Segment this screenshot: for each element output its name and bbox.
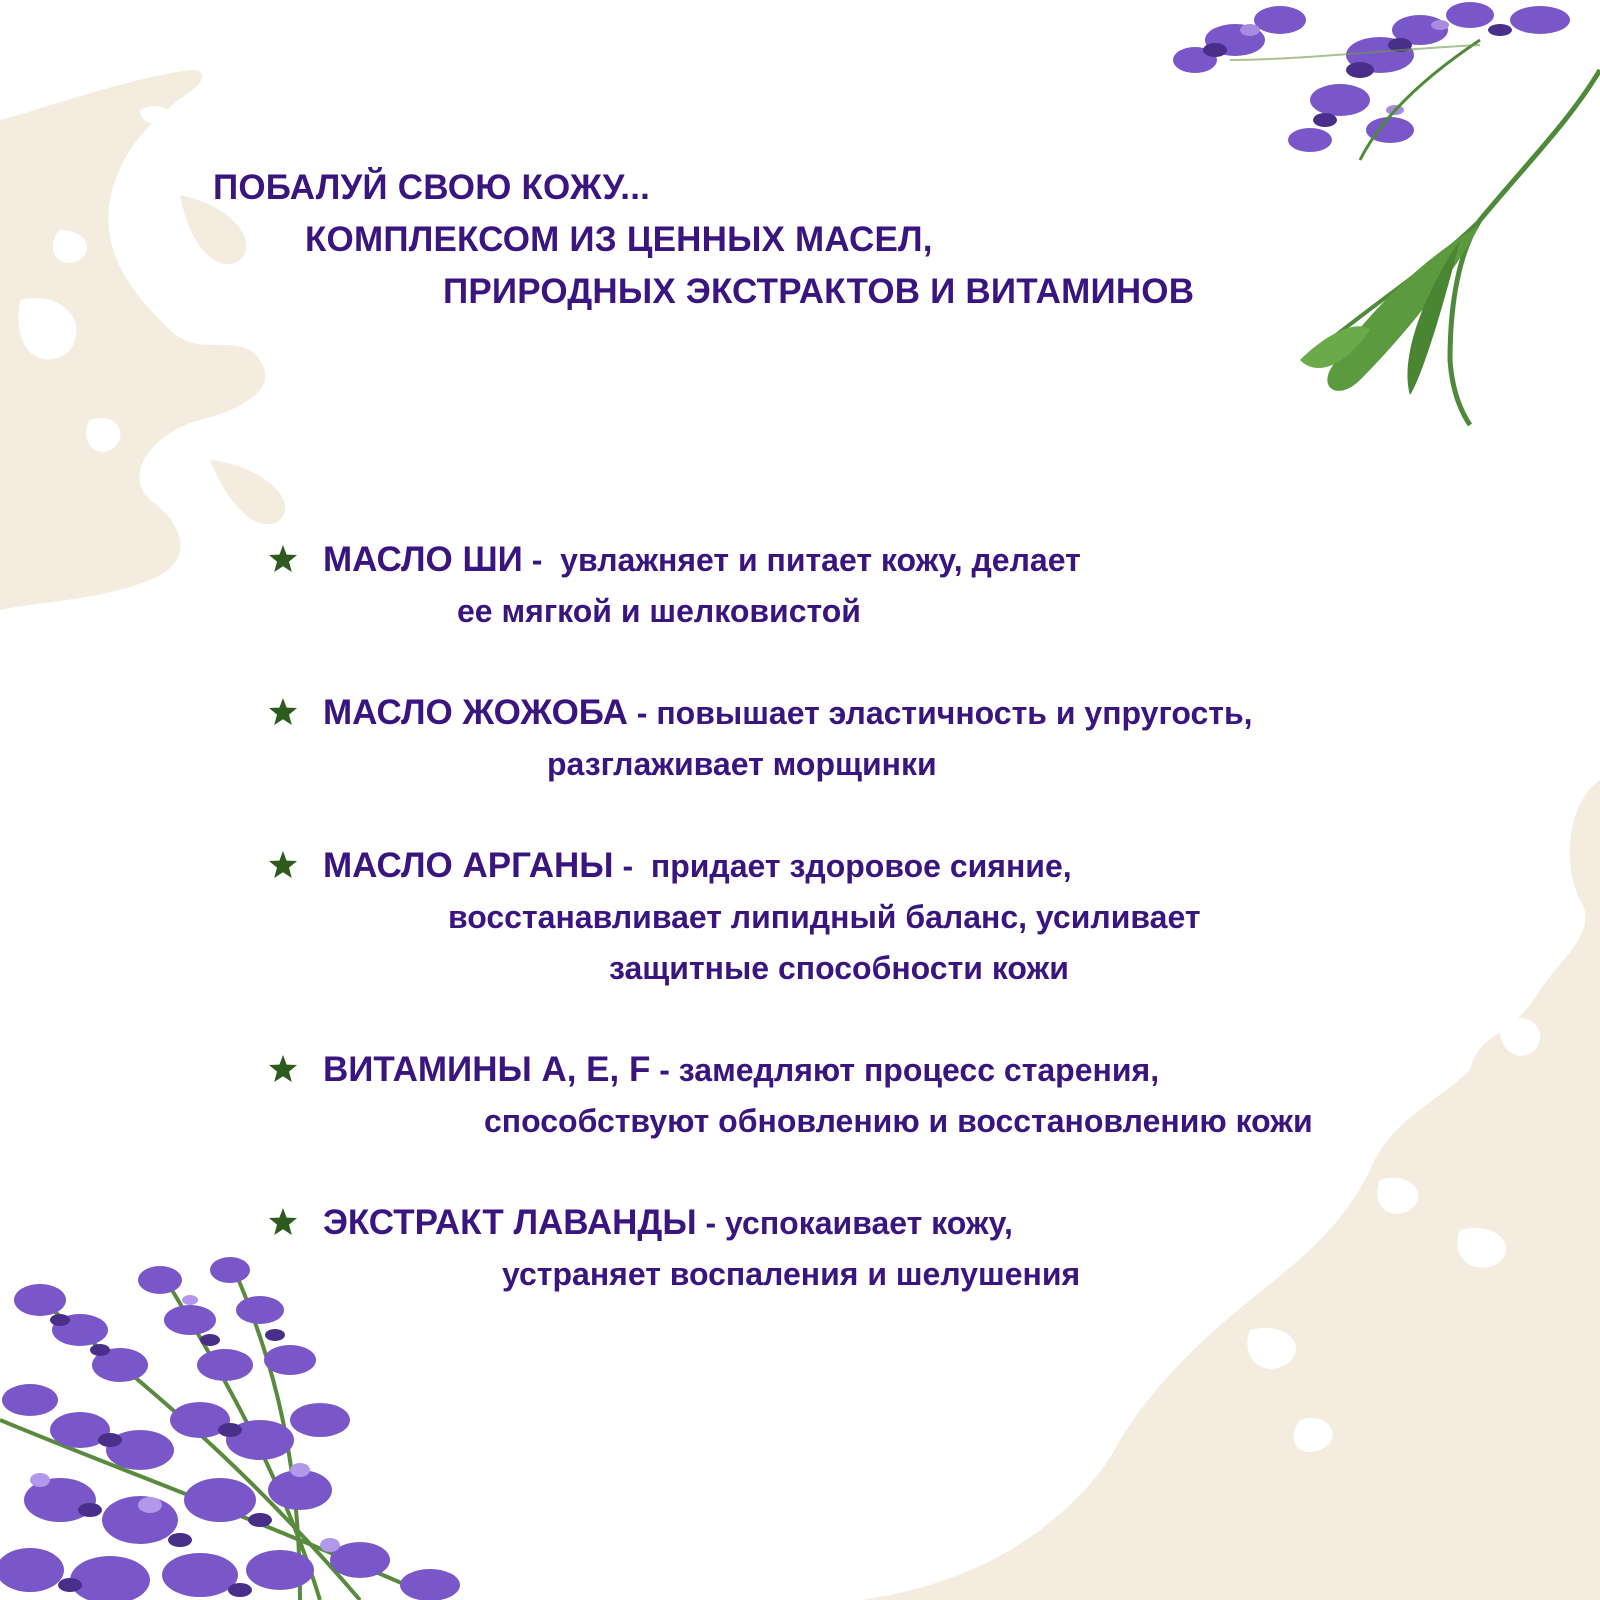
feature-description-line: восстанавливает липидный баланс, усиливает (448, 899, 1201, 935)
star-icon (268, 1207, 298, 1237)
feature-description-line: повышает эластичность и упругость, (656, 695, 1253, 731)
feature-name: МАСЛО ЖОЖОБА (323, 693, 628, 732)
feature-name: ЭКСТРАКТ ЛАВАНДЫ (323, 1203, 697, 1242)
feature-first-line (323, 846, 1072, 886)
feature-separator: - (650, 1052, 679, 1088)
brush-stroke-left (0, 70, 285, 610)
lavender-sprig-icon (1173, 2, 1600, 425)
feature-description-line: защитные способности кожи (609, 950, 1069, 986)
headline-line-2: КОМПЛЕКСОМ ИЗ ЦЕННЫХ МАСЕЛ, (305, 220, 933, 259)
feature-description-line: ее мягкой и шелковистой (457, 593, 861, 629)
feature-name: МАСЛО ШИ (323, 540, 523, 579)
feature-separator: - (696, 1205, 726, 1241)
feature-first-line (323, 1050, 1159, 1090)
headline-line-1: ПОБАЛУЙ СВОЮ КОЖУ... (213, 168, 651, 207)
star-icon (268, 544, 298, 574)
feature-description-line: придает здоровое сияние, (650, 848, 1072, 884)
feature-first-line (323, 1203, 1013, 1243)
feature-description-line: замедляют процесс старения, (678, 1052, 1160, 1088)
star-icon (268, 1054, 298, 1084)
star-icon (268, 697, 298, 727)
feature-separator: - (522, 542, 561, 578)
feature-first-line (323, 693, 1253, 733)
headline-line-3: ПРИРОДНЫХ ЭКСТРАКТОВ И ВИТАМИНОВ (443, 272, 1195, 311)
feature-separator: - (613, 848, 651, 884)
feature-separator: - (627, 695, 657, 731)
feature-description-line: разглаживает морщинки (547, 746, 937, 782)
feature-description-line: успокаивает кожу, (725, 1205, 1013, 1241)
feature-description-line: способствуют обновлению и восстановлению кожи (484, 1103, 1313, 1139)
feature-name: МАСЛО АРГАНЫ (323, 846, 614, 885)
feature-first-line (323, 540, 1081, 580)
lavender-bouquet-icon (0, 1257, 460, 1600)
feature-description-line: увлажняет и питает кожу, делает (560, 542, 1081, 578)
star-icon (268, 850, 298, 880)
feature-name: ВИТАМИНЫ А, Е, F (323, 1050, 651, 1089)
feature-description-line: устраняет воспаления и шелушения (502, 1256, 1081, 1292)
